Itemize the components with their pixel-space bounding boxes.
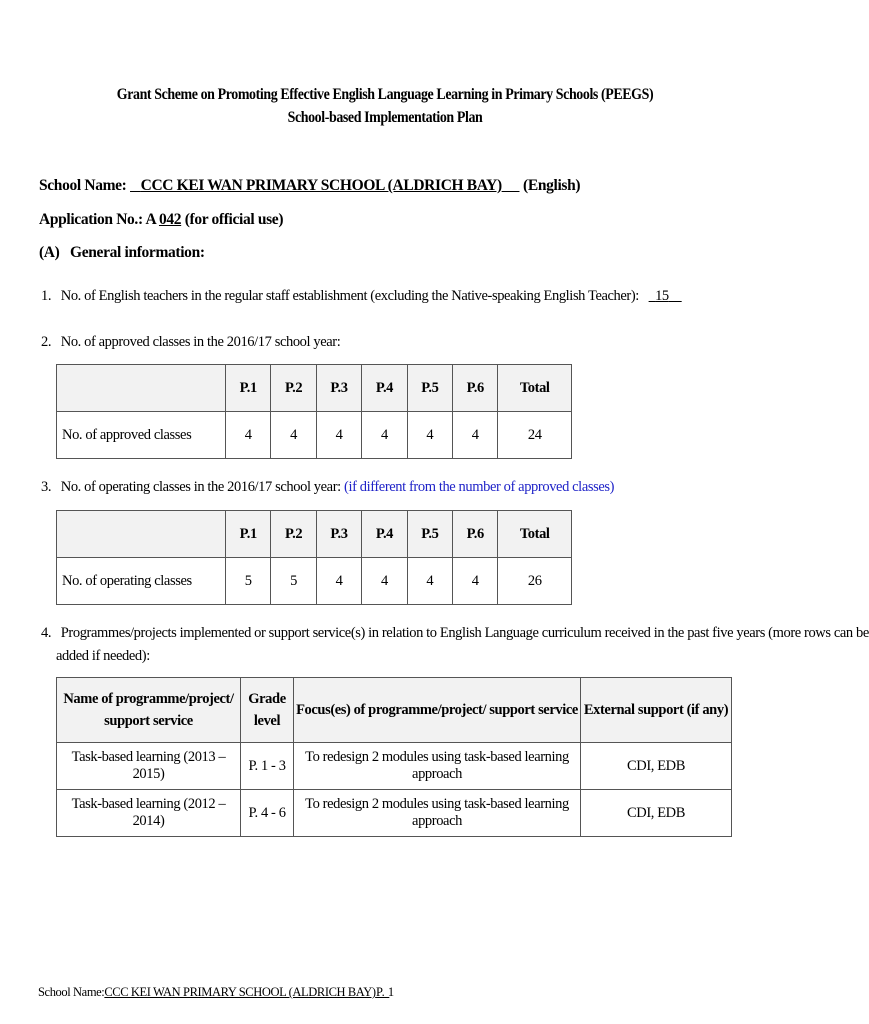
programme-name-header: Name of programme/project/ support service — [57, 678, 241, 743]
focus-cell: To redesign 2 modules using task-based learning approach — [294, 743, 581, 790]
external-support-cell: CDI, EDB — [581, 790, 732, 837]
item-4: 4. Programmes/projects implemented or support service(s) in relation to English Language curriculum received in the past five years (more rows can be — [41, 625, 869, 641]
table-cell: 4 — [407, 558, 452, 605]
item-2-text: No. of approved classes in the 2016/17 school year: — [60, 334, 341, 350]
external-support-cell: CDI, EDB — [581, 743, 732, 790]
grade-level-header: Grade level — [241, 678, 294, 743]
application-label: Application No.: A — [39, 211, 156, 228]
item-1: 1. No. of English teachers in the regular staff establishment (excluding the Native-speaking English Teacher): 15 — [41, 288, 682, 305]
table-header-cell: P.4 — [362, 511, 407, 558]
row-label: No. of operating classes — [57, 558, 226, 605]
table-cell: 4 — [407, 412, 452, 459]
school-name-label: School Name: — [39, 177, 127, 194]
row-label: No. of approved classes — [57, 412, 226, 459]
grade-level-cell: P. 1 - 3 — [241, 743, 294, 790]
table-cell: 4 — [453, 412, 498, 459]
document-title: Grant Scheme on Promoting Effective English Language Learning in Primary Schools (PEEGS) — [116, 86, 654, 103]
table-header-cell: P.6 — [453, 511, 498, 558]
table-header-cell — [57, 365, 226, 412]
table-row — [57, 743, 732, 790]
application-line — [39, 211, 283, 229]
item-4-text-line1: Programmes/projects implemented or support service(s) in relation to English Language curriculum received in the past five years (more rows can be — [60, 625, 869, 641]
table-cell: 4 — [362, 558, 407, 605]
table-header-cell: P.1 — [226, 511, 271, 558]
focus-header: Focus(es) of programme/project/ support service — [294, 678, 581, 743]
table-cell: 4 — [316, 412, 361, 459]
section-a-heading: (A) General information: — [39, 244, 205, 261]
item-2: 2. No. of approved classes in the 2016/17 school year: — [41, 334, 341, 350]
programme-name-cell: Task-based learning (2013 – 2015) — [57, 743, 241, 790]
item-4-text-line2: added if needed): — [56, 648, 150, 664]
table-header-cell: Total — [498, 365, 572, 412]
table-header-cell: P.1 — [226, 365, 271, 412]
table-header-cell: P.5 — [407, 511, 452, 558]
document-subtitle: School-based Implementation Plan — [287, 109, 483, 126]
table-header-cell: P.6 — [453, 365, 498, 412]
school-language: (English) — [523, 177, 581, 194]
external-support-header: External support (if any) — [581, 678, 732, 743]
english-teacher-count: 15 — [655, 288, 669, 304]
table-header-cell: P.2 — [271, 511, 316, 558]
page-number: P. 1 — [376, 985, 395, 999]
application-number: 042 — [158, 211, 182, 228]
item-3: 3. No. of operating classes in the 2016/17 school year: (if different from the number of approved classes) — [41, 479, 615, 495]
table-cell: 4 — [271, 412, 316, 459]
table-header-row — [57, 365, 572, 412]
table-header-row — [57, 511, 572, 558]
item-3-note: (if different from the number of approved classes) — [344, 479, 615, 495]
application-note: (for official use) — [184, 211, 284, 228]
programmes-table — [56, 677, 732, 837]
grade-level-cell: P. 4 - 6 — [241, 790, 294, 837]
table-cell: 4 — [453, 558, 498, 605]
table-header-cell: P.5 — [407, 365, 452, 412]
table-header-cell: P.3 — [316, 511, 361, 558]
approved-classes-table — [56, 364, 572, 459]
table-row — [57, 790, 732, 837]
item-3-text: No. of operating classes in the 2016/17 school year: — [60, 479, 341, 495]
table-cell: 4 — [362, 412, 407, 459]
school-name-value: CCC KEI WAN PRIMARY SCHOOL (ALDRICH BAY) — [140, 177, 502, 194]
table-cell: 4 — [226, 412, 271, 459]
table-header-cell: P.4 — [362, 365, 407, 412]
table-row — [57, 558, 572, 605]
table-header-cell: P.2 — [271, 365, 316, 412]
table-header-cell: Total — [498, 511, 572, 558]
table-header-cell — [57, 511, 226, 558]
table-header-cell: P.3 — [316, 365, 361, 412]
footer-school-name: School Name:CCC KEI WAN PRIMARY SCHOOL (ALDRICH BAY) — [38, 985, 376, 999]
table-cell: 4 — [316, 558, 361, 605]
focus-cell: To redesign 2 modules using task-based learning approach — [294, 790, 581, 837]
table-row — [57, 412, 572, 459]
school-name-line — [39, 177, 580, 195]
programme-name-cell: Task-based learning (2012 – 2014) — [57, 790, 241, 837]
table-cell: 5 — [271, 558, 316, 605]
table-cell: 26 — [498, 558, 572, 605]
table-cell: 24 — [498, 412, 572, 459]
table-cell: 5 — [226, 558, 271, 605]
table-header-row — [57, 678, 732, 743]
item-1-text: No. of English teachers in the regular staff establishment (excluding the Native-speaking English Teacher): — [60, 288, 639, 304]
operating-classes-table — [56, 510, 572, 605]
